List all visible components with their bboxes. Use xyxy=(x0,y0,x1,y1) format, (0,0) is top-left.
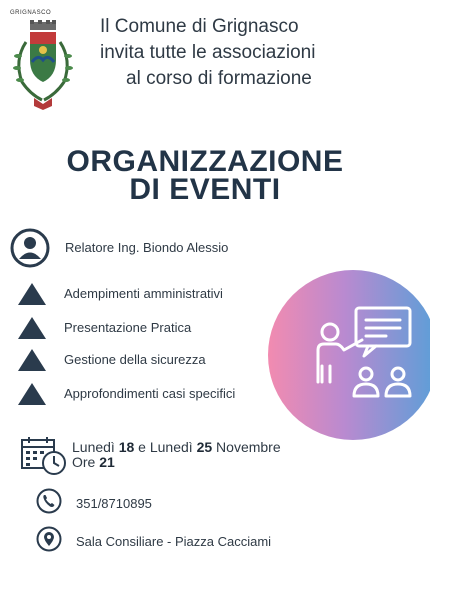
topic-label: Presentazione Pratica xyxy=(64,320,192,335)
schedule-day-2: 25 xyxy=(196,439,213,455)
location-pin-icon xyxy=(36,526,62,552)
title-line-2: DI EVENTI xyxy=(129,173,281,206)
speaker-label: Relatore Ing. Biondo Alessio xyxy=(65,240,229,255)
calendar-clock-icon xyxy=(20,436,68,476)
triangle-bullet-icon xyxy=(18,349,46,371)
event-title xyxy=(0,145,410,206)
presenter-icon xyxy=(268,270,438,440)
triangle-bullet-icon xyxy=(18,383,46,405)
coat-of-arms-logo xyxy=(8,20,78,112)
intro-line-1: Il Comune di Grignasco xyxy=(100,16,299,37)
schedule-part-3: Novembre xyxy=(212,439,281,455)
schedule-time-prefix: Ore xyxy=(72,454,100,470)
intro-line-2: invita tutte le associazioni xyxy=(100,42,316,63)
phone-icon xyxy=(36,488,62,514)
schedule-text xyxy=(72,440,281,470)
page-margin xyxy=(430,0,456,596)
schedule-day-1: 18 xyxy=(118,439,135,455)
topic-label: Approfondimenti casi specifici xyxy=(64,386,236,401)
schedule-part-2: e Lunedì xyxy=(134,439,197,455)
triangle-bullet-icon xyxy=(18,317,46,339)
crest-label: GRIGNASCO xyxy=(10,10,52,16)
phone-number[interactable]: 351/8710895 xyxy=(76,496,152,511)
training-illustration xyxy=(268,270,438,440)
person-circle-icon xyxy=(10,228,50,268)
schedule-part-1: Lunedì xyxy=(72,439,119,455)
location-text: Sala Consiliare - Piazza Cacciami xyxy=(76,534,272,549)
topic-label: Gestione della sicurezza xyxy=(64,352,206,367)
schedule-time: 21 xyxy=(99,454,115,470)
triangle-bullet-icon xyxy=(18,283,46,305)
intro-text xyxy=(100,14,420,92)
title-line-1: ORGANIZZAZIONE xyxy=(66,145,344,178)
intro-line-3: al corso di formazione xyxy=(126,68,312,89)
topic-label: Adempimenti amministrativi xyxy=(64,286,223,301)
